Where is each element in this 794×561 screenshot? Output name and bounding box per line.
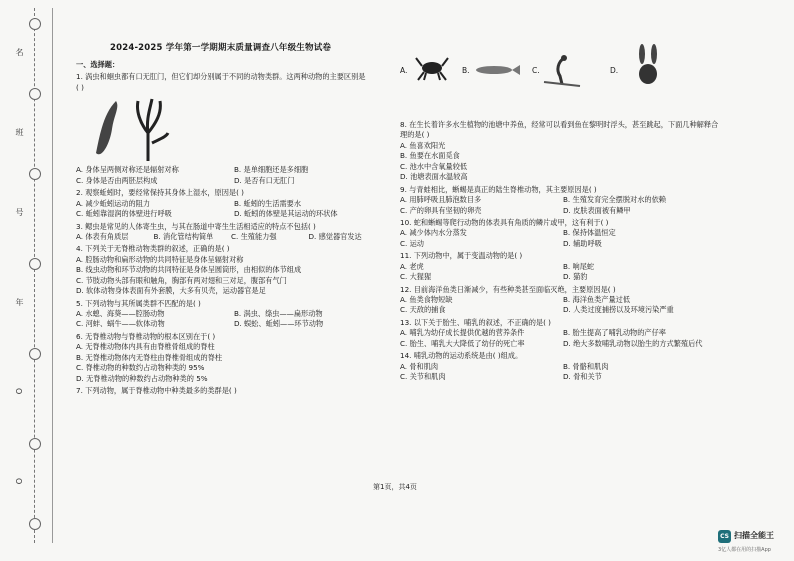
option-a[interactable]: A. 减少体内水分蒸发: [400, 228, 467, 238]
exam-title: 2024-2025 学年第一学期期末质量调查八年级生物试卷: [110, 43, 332, 53]
binding-label: 号: [15, 208, 24, 216]
binding-hole-icon: [29, 518, 41, 530]
binding-label: 年: [15, 298, 24, 306]
question-stem: 1. 涡虫和蛔虫都有口无肛门，但它们却分别属于不同的动物类群。这两种动物的主要区别是: [76, 72, 366, 82]
question-stem: 2. 观察蚯蚓时，要经常保持其身体上湿水，原因是( ): [76, 188, 244, 198]
question-stem: 8. 在生长着许多水生植物的池塘中养鱼，经常可以看到鱼在黎明时浮头，甚至跳起，下面几种解释合理的是( ): [400, 120, 719, 140]
option-d[interactable]: D. 感觉器官发达: [308, 231, 362, 241]
question-paren: ( ): [76, 82, 84, 92]
figure-worms: [76, 93, 386, 165]
option-d[interactable]: D. 骨和关节: [563, 372, 602, 382]
binding-margin: [6, 8, 66, 543]
option-d[interactable]: D. 软体动物身体表面有外套膜，大多有贝壳，运动器官是足: [76, 286, 266, 296]
option-a[interactable]: A. 减少蚯蚓运动的阻力: [76, 198, 151, 208]
left-column: [76, 38, 386, 397]
question-8: [400, 120, 720, 183]
brand-name: 扫描全能王: [734, 531, 774, 540]
question-4: [76, 244, 386, 296]
option-b[interactable]: B. 线虫动物和环节动物的共同特征是身体呈圆筒形，由相似的体节组成: [76, 265, 302, 275]
question-10: [400, 218, 720, 249]
question-stem: 13. 以下关于胎生、哺乳的叙述，不正确的是( ): [400, 317, 551, 327]
option-b[interactable]: B. 生殖发育完全摆脱对水的依赖: [563, 195, 666, 205]
question-stem: 9. 与青蛙相比，蜥蜴是真正的陆生脊椎动物，其主要原因是( ): [400, 184, 597, 194]
option-d[interactable]: D. 辅助呼吸: [563, 238, 602, 248]
q7-animal-options: [400, 42, 740, 97]
binding-solid-line: [52, 8, 53, 543]
option-c[interactable]: C. 关节和肌肉: [400, 372, 446, 382]
binding-label: O: [14, 478, 23, 485]
option-a[interactable]: A. 水螅、海葵——腔肠动物: [76, 309, 165, 318]
option-b[interactable]: B. 是单细胞还是多细胞: [234, 165, 309, 175]
question-3: [76, 222, 386, 243]
rabbit-icon: [632, 42, 664, 90]
option-b[interactable]: B. 涡虫、绦虫——扁形动物: [234, 309, 323, 318]
option-a[interactable]: A. 鱼喜欢阳光: [400, 140, 446, 150]
option-c[interactable]: C. 大猩猩: [400, 272, 432, 282]
option-c[interactable]: C. 运动: [400, 238, 424, 248]
option-d[interactable]: D. 皮肤表面被有鳞甲: [563, 205, 631, 215]
binding-hole-icon: [29, 168, 41, 180]
question-stem: 3. 鳃虫是常见的人体寄生虫，与其在肠道中寄生生活相适应的特点不包括( ): [76, 221, 316, 231]
section-heading: 一、选择题：: [76, 60, 120, 69]
option-c[interactable]: C. 胎生、哺乳大大降低了幼仔的死亡率: [400, 338, 525, 348]
binding-hole-icon: [29, 438, 41, 450]
question-12: [400, 285, 720, 316]
option-b[interactable]: B.: [462, 66, 470, 75]
option-b[interactable]: B. 无脊椎动物体内无脊柱由脊椎骨组成的脊柱: [76, 352, 223, 362]
brand-tagline: 3亿人都在用的扫描App: [718, 547, 771, 553]
option-c[interactable]: C. 天敌的捕食: [400, 305, 446, 315]
option-d[interactable]: D. 蜈蚣、蚯蚓——环节动物: [234, 319, 324, 329]
option-d[interactable]: D. 无脊椎动物的种数约占动物种类的 5%: [76, 373, 208, 383]
question-stem: 11. 下列动物中，属于变温动物的是( ): [400, 251, 523, 261]
option-d[interactable]: D. 猫豹: [563, 272, 588, 282]
question-6: [76, 332, 386, 384]
question-13: [400, 318, 720, 349]
option-a[interactable]: A. 体表有角质层: [76, 231, 129, 241]
option-a[interactable]: A. 鱼类食物短缺: [400, 295, 453, 304]
binding-label: 名: [15, 48, 24, 56]
question-5: [76, 299, 386, 330]
option-a[interactable]: A. 身体呈两侧对称还是辐射对称: [76, 165, 179, 175]
option-d[interactable]: D.: [610, 66, 619, 75]
option-c[interactable]: C. 产的卵具有坚韧的卵壳: [400, 205, 482, 215]
question-stem: 4. 下列关于无脊椎动物类群的叙述，正确的是( ): [76, 244, 230, 254]
option-b[interactable]: B. 消化管结构简单: [153, 231, 214, 241]
option-d[interactable]: D. 池塘表面水温较高: [400, 172, 468, 182]
option-c[interactable]: C. 节肢动物头部有眼和触角，胸部有两对翅和三对足，腹部有气门: [76, 275, 287, 285]
scanner-watermark: [718, 528, 794, 556]
question-stem: 5. 下列动物与其所属类群不匹配的是( ): [76, 298, 201, 308]
binding-hole-icon: [29, 258, 41, 270]
fish-icon: [472, 60, 522, 80]
option-b[interactable]: B. 蚯蚓的生活需要水: [234, 198, 302, 208]
option-c[interactable]: C. 池水中含氧量较低: [400, 161, 468, 171]
camscanner-logo-icon: CS: [718, 530, 731, 543]
crab-icon: [414, 50, 450, 82]
binding-hole-icon: [29, 18, 41, 30]
question-9: [400, 185, 720, 216]
option-d[interactable]: D. 人类过度捕捞以及环境污染严重: [563, 305, 674, 315]
binding-label: 班: [15, 128, 24, 136]
option-c[interactable]: C. 生殖能力强: [231, 231, 277, 241]
option-d[interactable]: D. 绝大多数哺乳动物以胎生的方式繁殖后代: [563, 338, 703, 348]
question-stem: 10. 蛇和蜥蜴等爬行动物的体表具有角质的鳞片或甲，这有利于( ): [400, 217, 609, 227]
option-b[interactable]: B. 胎生提高了哺乳动物的产仔率: [563, 328, 666, 338]
binding-hole-icon: [29, 348, 41, 360]
option-b[interactable]: B. 骨骼和肌肉: [563, 361, 609, 371]
worm-illustration-icon: [76, 93, 376, 165]
question-stem: 14. 哺乳动物的运动系统是由( )组成。: [400, 351, 523, 361]
option-a[interactable]: A.: [400, 66, 408, 75]
option-a[interactable]: A. 老虎: [400, 261, 424, 271]
binding-label: O: [14, 388, 23, 395]
question-stem: 6. 无脊椎动物与脊椎动物的根本区别在于( ): [76, 331, 216, 341]
option-d[interactable]: D. 蚯蚓的体壁是其运动的环状体: [234, 209, 338, 219]
option-c[interactable]: C.: [532, 66, 540, 75]
bird-icon: [542, 52, 582, 88]
binding-hole-icon: [29, 88, 41, 100]
option-c[interactable]: C. 身体是否由两胚层构成: [76, 175, 158, 185]
question-1: [76, 72, 386, 186]
question-14: [400, 351, 720, 382]
option-c[interactable]: C. 脊椎动物的种数约占动物种类的 95%: [76, 363, 205, 373]
option-b[interactable]: B. 海洋鱼类产量过低: [563, 295, 631, 304]
option-b[interactable]: B. 鱼要在水面觅食: [400, 151, 460, 161]
question-2: [76, 188, 386, 219]
option-a[interactable]: A. 哺乳为幼仔成长提供优越的营养条件: [400, 328, 525, 338]
option-c[interactable]: C. 河蚌、蜗牛——软体动物: [76, 319, 165, 329]
right-column: [400, 118, 720, 383]
question-7: [76, 386, 386, 396]
option-a[interactable]: A. 用肺呼吸且肺泡数目多: [400, 195, 482, 205]
question-11: [400, 251, 720, 282]
page-number: 第1页，共4页: [373, 483, 417, 491]
option-a[interactable]: A. 腔肠动物和扁形动物的共同特征是身体呈辐射对称: [76, 254, 244, 264]
question-stem: 7. 下列动物，属于脊椎动物中种类最多的类群是( ): [76, 386, 237, 396]
question-stem: 12. 目前海洋鱼类日渐减少，有些种类甚至面临灭绝，主要原因是( ): [400, 284, 616, 294]
option-c[interactable]: C. 蚯蚓靠湿润的体壁进行呼吸: [76, 209, 172, 219]
option-a[interactable]: A. 骨和肌肉: [400, 361, 439, 371]
option-b[interactable]: B. 响尾蛇: [563, 261, 595, 271]
option-d[interactable]: D. 是否有口无肛门: [234, 175, 295, 185]
option-a[interactable]: A. 无脊椎动物体内具有由脊椎骨组成的脊柱: [76, 342, 215, 352]
option-b[interactable]: B. 保持体温恒定: [563, 228, 616, 238]
